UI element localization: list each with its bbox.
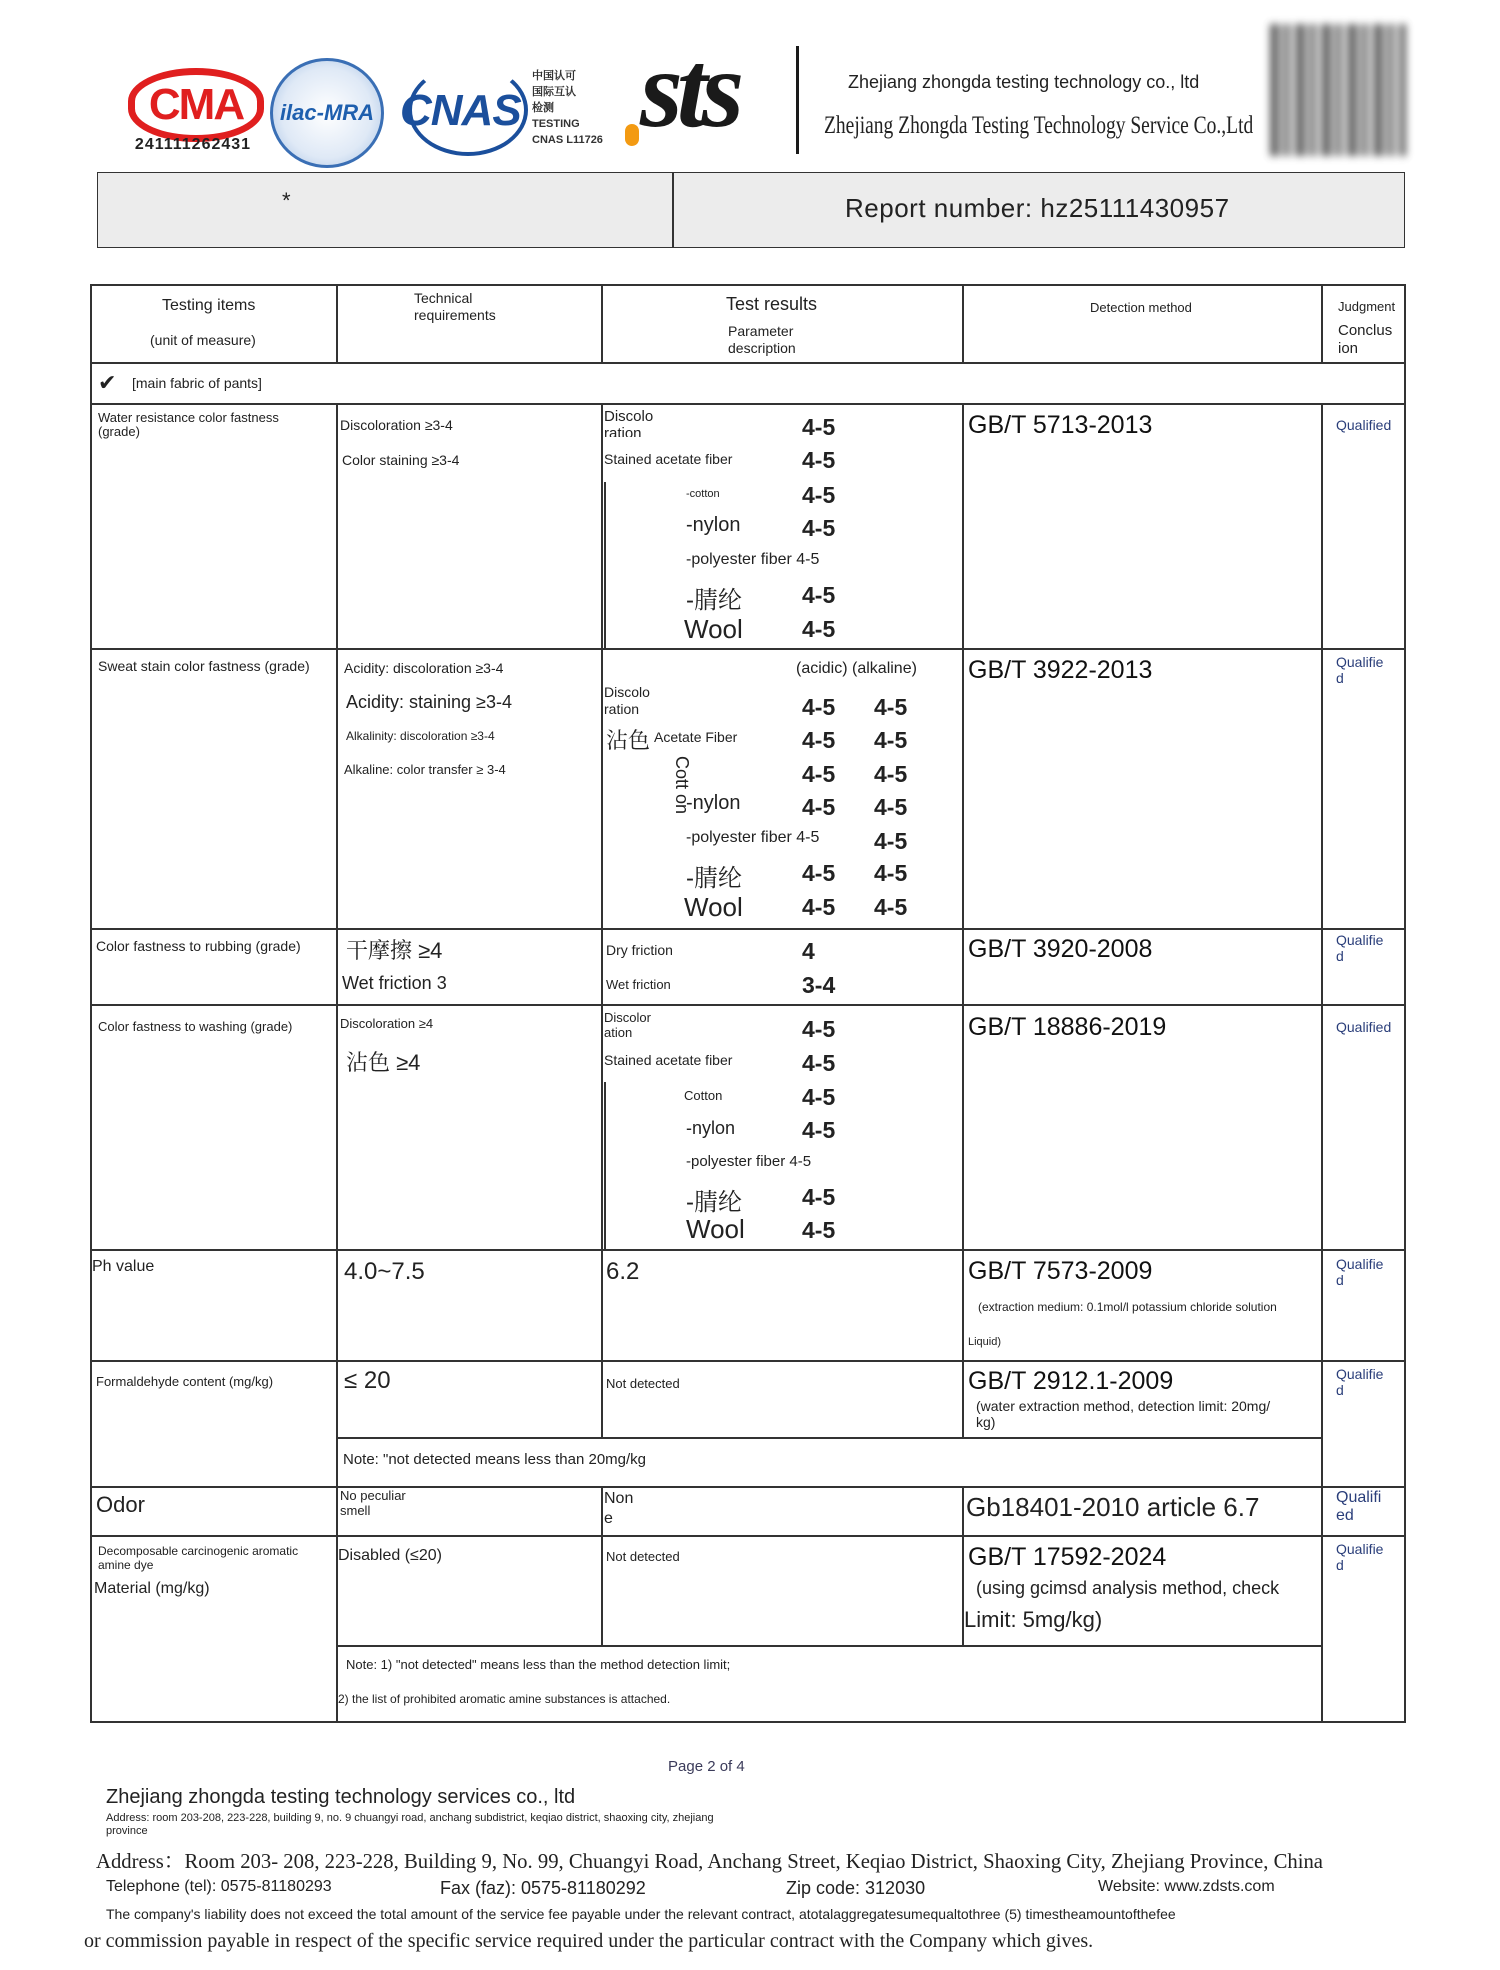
washing-req-2: 沾色 ≥4: [346, 1050, 421, 1075]
formaldehyde-result: Not detected: [606, 1376, 680, 1391]
odor-method: Gb18401-2010 article 6.7: [966, 1492, 1260, 1522]
grid-line: [90, 1249, 1406, 1251]
ph-judgment: d: [1336, 1272, 1344, 1288]
water-param: Stained acetate fiber: [604, 451, 733, 467]
sweat-acidic-value: 4-5: [802, 694, 836, 720]
grid-line: [90, 1535, 1406, 1537]
cnas-sub-line: 国际互认: [532, 86, 576, 98]
cnas-sub-line: 检测: [532, 102, 554, 114]
header-unit: (unit of measure): [150, 332, 256, 348]
sweat-acidic-value: 4-5: [802, 860, 836, 886]
qr-code-icon: [1270, 24, 1406, 156]
formaldehyde-method: GB/T 2912.1-2009: [968, 1367, 1174, 1395]
ph-item: Ph value: [92, 1258, 155, 1275]
washing-param: Discolor: [604, 1010, 651, 1025]
header-tech-req-2: requirements: [414, 307, 496, 323]
odor-result: e: [604, 1510, 613, 1527]
odor-judgment: Qualifi: [1336, 1489, 1382, 1506]
washing-param: Cotton: [684, 1088, 723, 1103]
amine-requirement: Disabled (≤20): [338, 1547, 442, 1564]
grid-line: [90, 284, 92, 1722]
water-judgment: Qualified: [1336, 417, 1392, 433]
odor-result: Non: [604, 1490, 634, 1507]
sweat-acidic-value: 4-5: [802, 794, 836, 820]
footer-address-small: province: [106, 1825, 148, 1837]
sweat-judgment: d: [1336, 670, 1344, 686]
sweat-acidic-value: 4-5: [802, 894, 836, 920]
sweat-item: Sweat stain color fastness (grade): [98, 658, 310, 674]
formaldehyde-method-note: kg): [976, 1414, 996, 1430]
section-label: [main fabric of pants]: [132, 375, 262, 391]
sweat-req-2: Acidity: staining ≥3-4: [346, 692, 512, 712]
amine-item-unit: Material (mg/kg): [94, 1580, 210, 1597]
header-detection-method: Detection method: [1090, 300, 1192, 315]
washing-param: ation: [604, 1025, 633, 1040]
water-value: 4-5: [802, 616, 836, 642]
water-value: 4-5: [802, 515, 836, 541]
washing-param: Stained acetate fiber: [604, 1052, 733, 1068]
company-name-en: Zhejiang zhongda testing technology co., ltd: [848, 72, 1200, 92]
washing-param: Wool: [686, 1214, 745, 1244]
cnas-sub-line: TESTING: [532, 118, 580, 130]
water-param: Wool: [684, 614, 743, 644]
washing-param: -nylon: [686, 1118, 736, 1138]
grid-line: [1321, 284, 1323, 362]
cma-logo: CMA: [128, 68, 264, 142]
rubbing-dry-value: 4: [802, 938, 815, 964]
amine-item: Decomposable carcinogenic aromatic: [98, 1544, 299, 1558]
param-subline: [604, 482, 606, 648]
water-param: -腈纶: [686, 587, 742, 614]
washing-value: 4-5: [802, 1016, 836, 1042]
footer-company: Zhejiang zhongda testing technology services co., ltd: [106, 1786, 576, 1808]
grid-line: [601, 284, 603, 362]
sweat-param: 沾色: [606, 728, 651, 753]
rubbing-judgment: d: [1336, 948, 1344, 964]
sweat-columns: (acidic) (alkaline): [796, 660, 917, 677]
header-testing-items: Testing items: [162, 297, 256, 314]
logo-divider: [796, 46, 799, 154]
washing-value: 4-5: [802, 1050, 836, 1076]
grid-line: [601, 1486, 603, 1645]
ph-judgment: Qualifie: [1336, 1256, 1384, 1272]
sweat-alkaline-value: 4-5: [874, 727, 908, 753]
sweat-alkaline-value: 4-5: [874, 694, 908, 720]
amine-note: 2) the list of prohibited aromatic amine substances is attached.: [338, 1692, 671, 1706]
company-title: Zhejiang Zhongda Testing Technology Service Co.,Ltd: [824, 112, 1254, 139]
sweat-param: Wool: [684, 892, 743, 922]
sweat-param: -腈纶: [686, 865, 742, 892]
washing-param: -polyester fiber 4-5: [686, 1153, 812, 1170]
water-method: GB/T 5713-2013: [968, 411, 1153, 439]
ph-method: GB/T 7573-2009: [968, 1257, 1153, 1285]
formaldehyde-requirement: ≤ 20: [344, 1367, 391, 1394]
header-param-1: Parameter: [728, 323, 794, 339]
ilac-mra-logo: ilac-MRA: [270, 58, 384, 168]
footer-fax: Fax (faz): 0575-81180292: [440, 1878, 646, 1898]
water-item: Water resistance color fastness: [98, 410, 279, 425]
water-value: 4-5: [802, 582, 836, 608]
cnas-sub-line: 中国认可: [532, 70, 576, 82]
water-param: -cotton: [686, 488, 720, 500]
sweat-req-4: Alkaline: color transfer ≥ 3-4: [344, 762, 506, 777]
washing-req-1: Discoloration ≥4: [340, 1016, 434, 1031]
washing-item: Color fastness to washing (grade): [98, 1019, 293, 1034]
rubbing-param-wet: Wet friction: [606, 977, 671, 992]
footer-website: Website: www.zdsts.com: [1098, 1878, 1275, 1895]
water-req-2: Color staining ≥3-4: [342, 452, 460, 468]
rubbing-judgment: Qualifie: [1336, 932, 1384, 948]
grid-line: [90, 648, 1406, 650]
odor-judgment: ed: [1336, 1507, 1354, 1524]
washing-method: GB/T 18886-2019: [968, 1013, 1167, 1041]
cnas-sublabel: [532, 68, 603, 148]
header-test-results: Test results: [726, 294, 818, 314]
header-judgment: Judgment: [1338, 299, 1396, 314]
formaldehyde-judgment: d: [1336, 1382, 1344, 1398]
cma-number: 241111262431: [134, 136, 252, 153]
grid-line: [336, 403, 338, 1721]
report-star: *: [282, 188, 291, 213]
water-value: 4-5: [802, 447, 836, 473]
grid-line: [90, 1721, 1406, 1723]
sweat-acidic-value: 4-5: [802, 761, 836, 787]
water-param: -polyester fiber 4-5: [686, 551, 820, 568]
grid-line: [336, 1437, 1322, 1439]
param-subline: [604, 1082, 606, 1249]
sweat-alkaline-value: 4-5: [874, 828, 908, 854]
sts-dot-icon: [625, 124, 639, 146]
sweat-param: -polyester fiber 4-5: [686, 829, 820, 846]
formaldehyde-note: Note: "not detected means less than 20mg/kg: [343, 1451, 647, 1468]
grid-line: [90, 1360, 1406, 1362]
water-param: Discolo: [604, 408, 654, 425]
washing-value: 4-5: [802, 1217, 836, 1243]
rubbing-method: GB/T 3920-2008: [968, 935, 1153, 963]
rubbing-req-2: Wet friction 3: [342, 973, 447, 993]
header-param-2: description: [728, 340, 796, 356]
cnas-logo: CNAS: [400, 86, 521, 135]
amine-result: Not detected: [606, 1549, 680, 1564]
washing-value: 4-5: [802, 1117, 836, 1143]
formaldehyde-method-note: (water extraction method, detection limit: 20mg/: [976, 1398, 1271, 1414]
sweat-alkaline-value: 4-5: [874, 761, 908, 787]
grid-line: [90, 928, 1406, 930]
footer-address-small: Address: room 203-208, 223-228, building 9, no. 9 chuangyi road, anchang subdistrict, keqiao district, shaoxing city, zhejiang: [106, 1812, 714, 1824]
sweat-acidic-value: 4-5: [802, 727, 836, 753]
water-param: -nylon: [686, 514, 741, 536]
sweat-alkaline-value: 4-5: [874, 894, 908, 920]
water-value: 4-5: [802, 414, 836, 440]
formaldehyde-judgment: Qualifie: [1336, 1366, 1384, 1382]
rubbing-item: Color fastness to rubbing (grade): [96, 938, 301, 954]
sweat-param: ration: [604, 701, 640, 717]
sweat-param: Acetate Fiber: [654, 729, 738, 745]
water-item-unit: (grade): [98, 424, 140, 439]
header-tech-req-1: Technical: [414, 290, 473, 306]
washing-value: 4-5: [802, 1084, 836, 1110]
footer-address: Address：Room 203- 208, 223-228, Building 9, No. 99, Chuangyi Road, Anchang Street, Keqiao District, Shaoxing City, Zhejiang Province, China: [96, 1849, 1324, 1873]
sweat-param: -nylon: [686, 792, 741, 814]
grid-line: [336, 1645, 1322, 1647]
amine-judgment: Qualifie: [1336, 1541, 1384, 1557]
odor-requirement: No peculiar: [340, 1488, 406, 1503]
water-req-1: Discoloration ≥3-4: [340, 417, 453, 433]
ph-result: 6.2: [606, 1258, 640, 1285]
grid-line: [1321, 403, 1323, 1721]
ph-method-note: Liquid): [968, 1336, 1002, 1348]
grid-line: [962, 403, 964, 1437]
check-icon: ✔: [98, 370, 117, 395]
footer-zip: Zip code: 312030: [786, 1878, 926, 1898]
grid-line: [90, 362, 1406, 364]
formaldehyde-item: Formaldehyde content (mg/kg): [96, 1374, 274, 1389]
report-number: Report number: hz25111430957: [845, 193, 1230, 223]
amine-method-note: (using gcimsd analysis method, check: [976, 1578, 1280, 1598]
footer-liability: The company's liability does not exceed the total amount of the service fee payable under the relevant contract, atotalaggregatesumequaltothree (5) timestheamountofthefee: [106, 1906, 1176, 1922]
ph-requirement: 4.0~7.5: [344, 1258, 425, 1285]
sweat-judgment: Qualifie: [1336, 654, 1384, 670]
rubbing-req-1: 干摩擦 ≥4: [346, 938, 443, 963]
sweat-param: Cott on: [672, 756, 692, 815]
report-box-divider: [672, 172, 674, 248]
header-conclusion-2: ion: [1338, 340, 1359, 357]
cnas-sub-line: CNAS L11726: [532, 134, 603, 146]
sweat-req-1: Acidity: discoloration ≥3-4: [344, 660, 504, 676]
sweat-method: GB/T 3922-2013: [968, 656, 1153, 684]
washing-param: -腈纶: [686, 1189, 742, 1216]
ph-method-note: (extraction medium: 0.1mol/l potassium chloride solution: [978, 1300, 1277, 1314]
rubbing-wet-value: 3-4: [802, 972, 836, 998]
footer-liability: or commission payable in respect of the specific service required under the particular contract with the Company which gives.: [84, 1930, 1094, 1952]
page-indicator: Page 2 of 4: [668, 1758, 745, 1775]
amine-method: GB/T 17592-2024: [968, 1543, 1167, 1571]
amine-method-note: Limit: 5mg/kg): [964, 1607, 1103, 1632]
grid-line: [90, 403, 1406, 405]
sweat-alkaline-value: 4-5: [874, 794, 908, 820]
grid-line: [90, 284, 1406, 286]
sweat-param: Discolo: [604, 684, 650, 700]
grid-line: [90, 1486, 1406, 1488]
amine-judgment: d: [1336, 1557, 1344, 1573]
sweat-req-3: Alkalinity: discoloration ≥3-4: [346, 729, 495, 743]
amine-item: amine dye: [98, 1558, 154, 1572]
sweat-alkaline-value: 4-5: [874, 860, 908, 886]
rubbing-param-dry: Dry friction: [606, 942, 673, 958]
footer-telephone: Telephone (tel): 0575-81180293: [106, 1878, 332, 1895]
grid-line: [1404, 284, 1406, 1722]
odor-requirement: smell: [340, 1503, 371, 1518]
washing-value: 4-5: [802, 1184, 836, 1210]
water-param: ration: [604, 425, 642, 437]
grid-line: [601, 403, 603, 1437]
grid-line: [336, 284, 338, 362]
sts-logo: sts: [640, 28, 739, 150]
amine-note: Note: 1) "not detected" means less than the method detection limit;: [346, 1657, 731, 1672]
water-value: 4-5: [802, 482, 836, 508]
grid-line: [962, 284, 964, 362]
header-conclusion-1: Conclus: [1338, 322, 1393, 339]
grid-line: [90, 1004, 1406, 1006]
odor-item: Odor: [96, 1492, 145, 1517]
washing-judgment: Qualified: [1336, 1019, 1392, 1035]
